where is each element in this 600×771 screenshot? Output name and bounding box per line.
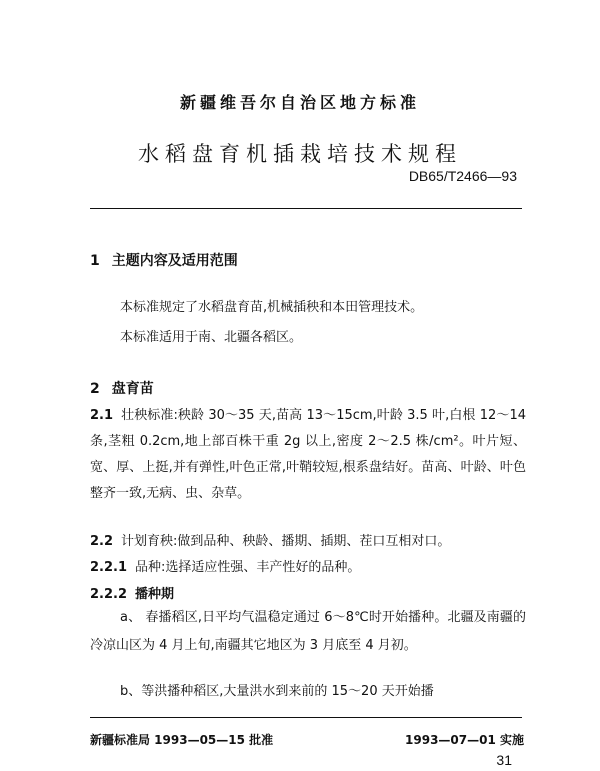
clause-2-2-1-number: 2.2.1 — [90, 560, 128, 575]
document-title: 水稻盘育机插栽培技术规程 — [138, 142, 462, 166]
clause-2-1 — [90, 403, 526, 507]
footer-divider — [90, 717, 522, 718]
document-number: DB65/T2466—93 — [408, 168, 517, 184]
section-1-paragraph-1: 本标准规定了水稻盘育苗,机械插秧和本田管理技术。 — [120, 300, 424, 315]
effective-date: 1993—07—01 实施 — [405, 733, 524, 747]
approval-date: 新疆标准局 1993—05—15 批准 — [90, 733, 274, 747]
issuing-authority: 新疆维吾尔自治区地方标准 — [179, 93, 420, 112]
section-1-paragraph-2: 本标准适用于南、北疆各稻区。 — [120, 330, 303, 345]
clause-2-2-2-text: 播种期 — [135, 587, 175, 602]
clause-2-2-1 — [90, 556, 526, 575]
clause-2-2-1-text: 品种:选择适应性强、丰产性好的品种。 — [135, 560, 361, 575]
section-1-heading — [90, 250, 526, 270]
clause-2-2-2 — [90, 583, 526, 602]
page-number: 31 — [496, 752, 512, 768]
section-2-heading — [90, 378, 526, 398]
section-2-title: 盘育苗 — [111, 381, 154, 397]
clause-2-2 — [90, 530, 526, 549]
section-1-number: 1 — [90, 253, 100, 269]
clause-2-2-number: 2.2 — [90, 534, 114, 549]
section-1-title: 主题内容及适用范围 — [111, 253, 238, 269]
section-2-number: 2 — [90, 381, 100, 397]
item-a-paragraph: a、 春播稻区,日平均气温稳定通过 6～8℃时开始播种。北疆及南疆的冷凉山区为 4 月上旬,南疆其它地区为 3 月底至 4 月初。 — [90, 610, 526, 653]
header-divider — [90, 208, 522, 209]
clause-2-1-number: 2.1 — [90, 408, 114, 423]
clause-2-2-text: 计划育秧:做到品种、秧龄、播期、插期、茬口互相对口。 — [121, 534, 451, 549]
item-b-paragraph: b、等洪播种稻区,大量洪水到来前的 15～20 天开始播 — [120, 684, 434, 699]
clause-2-2-2-number: 2.2.2 — [90, 587, 128, 602]
clause-2-1-text: 壮秧标准:秧龄 30～35 天,苗高 13～15cm,叶龄 3.5 叶,白根 12～14 条,茎粗 0.2cm,地上部百株干重 2g 以上,密度 2～2.5 株/cm²。叶片短、宽、厚、上挺,并有弹性,叶色正常,叶鞘较短,根系盘结好。苗高、叶龄、叶色整齐一致,无病、虫、杂草。 — [90, 408, 526, 501]
